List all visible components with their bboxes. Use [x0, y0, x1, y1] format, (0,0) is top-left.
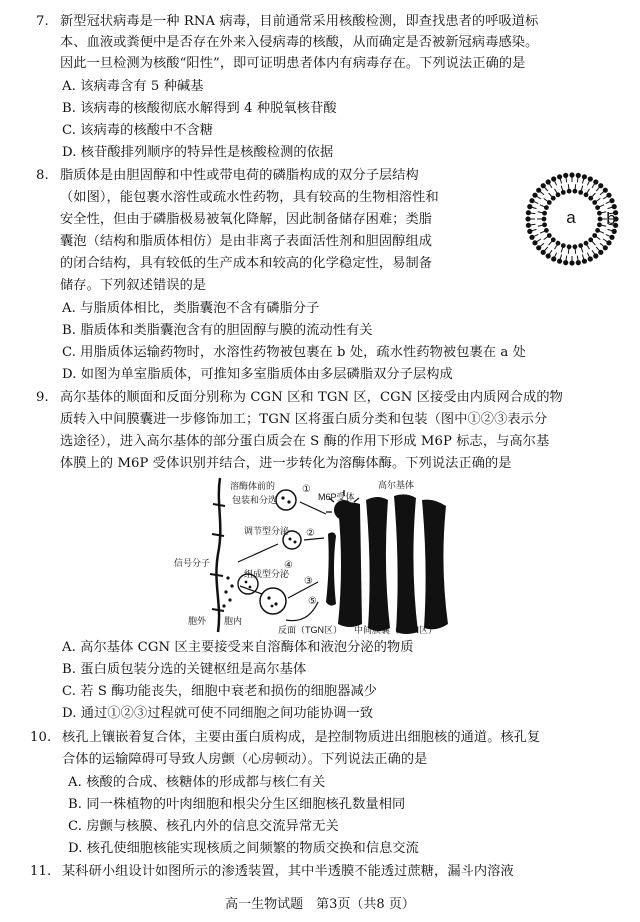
- q7-option-a: A. 该病毒含有 5 种碱基: [62, 79, 204, 94]
- q8-line-3: 安全性，但由于磷脂极易被氧化降解，因此制备储存困难；类脂: [60, 212, 433, 227]
- q8-option-a: A. 与脂质体相比，类脂囊泡不含有磷脂分子: [62, 301, 320, 316]
- label-golgi: 高尔基体: [378, 480, 415, 490]
- q9-number: 9.: [36, 390, 49, 405]
- q10-option-a: A. 核酸的合成、核糖体的形成都与核仁有关: [68, 775, 326, 790]
- q10-line-1: 10. 核孔上镶嵌着复合体，主要由蛋白质构成，是控制物质进出细胞核的通道。核孔复: [30, 730, 541, 745]
- liposome-label-b: b: [606, 209, 616, 228]
- q8-line-5: 的闭合结构，具有较低的生产成本和较高的化学稳定性，易制备: [60, 256, 433, 271]
- label-num-5: ⑤: [308, 596, 317, 607]
- label-signal: 信号分子: [174, 558, 211, 568]
- q7-option-b: B. 该病毒的核酸彻底水解得到 4 种脱氧核苷酸: [62, 101, 337, 116]
- q9-line-3: 选途径），进入高尔基体的部分蛋白质会在 S 酶的作用下形成 M6P 标志，与高尔基: [60, 434, 550, 449]
- q9-option-a: A. 高尔基体 CGN 区主要接受来自溶酶体和液泡分泌的物质: [62, 640, 414, 655]
- q8-line-4: 囊泡（结构和脂质体相仿）是由非离子表面活性剂和胆固醇组成: [60, 234, 433, 249]
- constitutive-vesicle: [260, 588, 286, 614]
- q10-number: 10.: [30, 730, 52, 745]
- liposome-figure: [512, 172, 632, 266]
- label-num-1: ①: [302, 484, 311, 495]
- q7-line-2: 本、血液或粪便中是否存在外来入侵病毒的核酸，从而确定是否被新冠病毒感染。: [60, 35, 539, 50]
- q8-option-d: D. 如图为单室脂质体，可推知多室脂质体由多层磷脂双分子层构成: [62, 367, 453, 382]
- golgi-figure: [168, 474, 468, 636]
- q7-option-c: C. 该病毒的核酸中不含糖: [62, 123, 214, 138]
- label-lysosome: 溶酶体前的: [230, 481, 276, 491]
- lysosome-vesicle: [276, 490, 296, 510]
- q11-number: 11.: [30, 864, 52, 879]
- q7-line-1: 7. 新型冠状病毒是一种 RNA 病毒，目前通常采用核酸检测，即查找患者的呼吸道标: [36, 14, 539, 29]
- label-num-2: ②: [306, 528, 315, 539]
- q9-line-1: 9. 高尔基体的顺面和反面分别称为 CGN 区和 TGN 区，CGN 区接受由内质网合成的物: [36, 390, 563, 405]
- label-regulated: 调节型分泌: [244, 526, 290, 536]
- page-footer: 高一生物试题 第3页（共8 页）: [225, 897, 415, 912]
- label-outside: 胞外: [188, 616, 207, 626]
- label-num-3: ③: [304, 576, 313, 587]
- q7-option-d: D. 核苷酸排列顺序的特异性是核酸检测的依据: [62, 145, 334, 160]
- label-m6p: M6P受体: [318, 492, 355, 502]
- label-lysosome-2: 包装和分选: [232, 495, 278, 505]
- label-mid-cisterna: 中间膜囊（CGN区）: [354, 625, 437, 635]
- q9-option-c: C. 若 S 酶功能丧失，细胞中衰老和损伤的细胞器减少: [62, 684, 378, 699]
- q9-line-4: 体膜上的 M6P 受体识别并结合，进一步转化为溶酶体酶。下列说法正确的是: [60, 456, 512, 471]
- q8-line-1: 8. 脂质体是由胆固醇和中性或带电荷的磷脂构成的双分子层结构: [36, 168, 419, 183]
- q9-option-b: B. 蛋白质包装分选的关键枢纽是高尔基体: [62, 662, 307, 677]
- label-num-4: ④: [284, 560, 293, 571]
- q10-option-b: B. 同一株植物的叶肉细胞和根尖分生区细胞核孔数量相同: [68, 797, 406, 812]
- q8-line-2: （如图），能包裹水溶性或疏水性药物，具有较高的生物相溶性和: [60, 190, 439, 205]
- q11-line-1: 11. 某科研小组设计如图所示的渗透装置，其中半透膜不能透过蔗糖，漏斗内溶液: [30, 864, 514, 879]
- q8-number: 8.: [36, 168, 49, 183]
- q8-option-c: C. 用脂质体运输药物时，水溶性药物被包裹在 b 处，疏水性药物被包裹在 a 处: [62, 345, 526, 360]
- label-constitutive: 组成型分泌: [244, 569, 290, 579]
- q10-option-d: D. 核孔使细胞核能实现核质之间频繁的物质交换和信息交流: [68, 841, 419, 856]
- liposome-label-a: a: [566, 208, 576, 227]
- q9-option-d: D. 通过①②③过程就可使不同细胞之间功能协调一致: [62, 706, 374, 721]
- q8-line-6: 储存。下列叙述错误的是: [60, 278, 207, 293]
- q9-line-2: 质转入中间膜囊进一步修饰加工；TGN 区将蛋白质分类和包装（图中①②③表示分: [60, 412, 548, 427]
- q7-line-3: 因此一旦检测为核酸“阳性”，即可证明患者体内有病毒存在。下列说法正确的是: [60, 56, 526, 71]
- q8-option-b: B. 脂质体和类脂囊泡含有的胆固醇与膜的流动性有关: [62, 323, 373, 338]
- q10-line-2: 合体的运输障碍可导致人房颤（心房顿动）。下列说法正确的是: [62, 752, 428, 767]
- label-inside: 胞内: [224, 616, 243, 626]
- q7-number: 7.: [36, 14, 49, 29]
- label-trans-face: 反面（TGN区）: [278, 625, 342, 635]
- q10-option-c: C. 房颤与核膜、核孔内外的信息交流异常无关: [68, 819, 339, 834]
